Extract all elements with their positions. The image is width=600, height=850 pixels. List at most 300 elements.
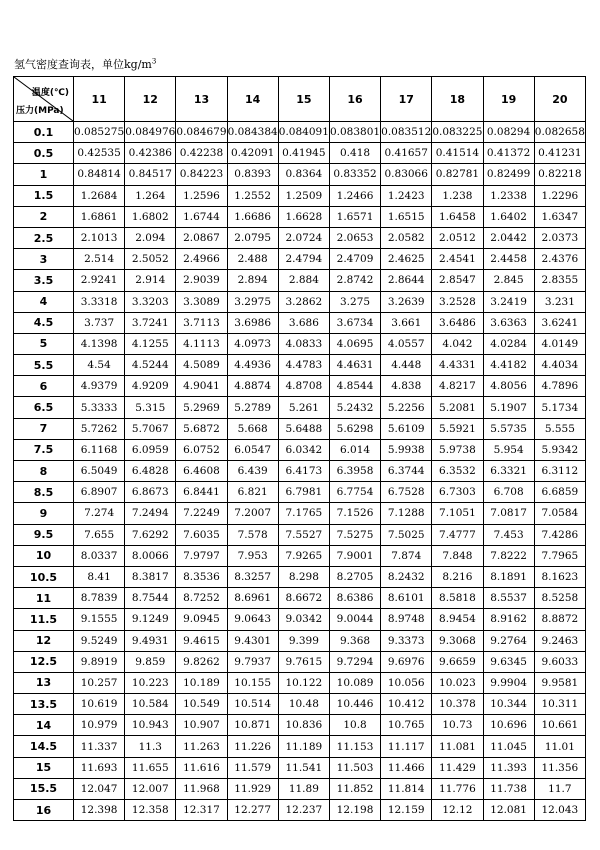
density-value-cell: 4.4182 [483,355,534,376]
caption-text: 氢气密度查询表，单位kg/m [14,58,152,71]
density-value-cell: 11.693 [74,757,125,778]
density-value-cell: 10.344 [483,694,534,715]
density-value-cell: 7.2249 [176,503,227,524]
temperature-header-cell: 14 [227,77,278,122]
density-value-cell: 2.0512 [432,227,483,248]
density-value-cell: 2.8547 [432,270,483,291]
density-value-cell: 5.2969 [176,397,227,418]
pressure-cell: 16 [14,800,74,821]
table-row [14,333,586,354]
density-value-cell: 8.6386 [329,588,380,609]
table-row [14,609,586,630]
density-value-cell: 4.448 [381,355,432,376]
density-value-cell: 9.6976 [381,651,432,672]
density-value-cell: 11.356 [534,757,585,778]
pressure-cell: 2.5 [14,227,74,248]
density-value-cell: 8.6672 [278,588,329,609]
density-value-cell: 8.216 [432,566,483,587]
pressure-axis-label: 压力(MPa) [16,106,64,116]
density-value-cell: 6.5049 [74,461,125,482]
density-value-cell: 9.4931 [125,630,176,651]
density-value-cell: 0.8393 [227,164,278,185]
density-value-cell: 8.5258 [534,588,585,609]
density-value-cell: 0.84517 [125,164,176,185]
density-value-cell: 8.2705 [329,566,380,587]
density-value-cell: 12.398 [74,800,125,821]
caption-superscript: 3 [151,57,157,66]
density-value-cell: 9.5249 [74,630,125,651]
table-row [14,439,586,460]
density-value-cell: 4.8217 [432,376,483,397]
density-value-cell: 6.3744 [381,461,432,482]
density-value-cell: 3.231 [534,291,585,312]
density-value-cell: 0.41657 [381,143,432,164]
table-row [14,122,586,143]
density-value-cell: 6.7528 [381,482,432,503]
density-value-cell: 6.708 [483,482,534,503]
density-value-cell: 12.043 [534,800,585,821]
density-value-cell: 4.8874 [227,376,278,397]
density-value-cell: 6.3112 [534,461,585,482]
density-value-cell: 8.6961 [227,588,278,609]
density-value-cell: 9.0044 [329,609,380,630]
density-value-cell: 8.1891 [483,566,534,587]
density-value-cell: 6.4173 [278,461,329,482]
temperature-axis-label: 温度(℃) [31,88,69,98]
density-value-cell: 11.081 [432,736,483,757]
density-value-cell: 4.4331 [432,355,483,376]
density-value-cell: 12.237 [278,800,329,821]
density-value-cell: 5.6109 [381,418,432,439]
density-value-cell: 7.1526 [329,503,380,524]
temperature-header-cell: 19 [483,77,534,122]
density-value-cell: 9.6345 [483,651,534,672]
density-value-cell: 11.045 [483,736,534,757]
density-value-cell: 6.0752 [176,439,227,460]
density-value-cell: 1.6861 [74,206,125,227]
density-value-cell: 2.4709 [329,249,380,270]
density-value-cell: 9.4615 [176,630,227,651]
density-value-cell: 0.41514 [432,143,483,164]
density-value-cell: 4.8544 [329,376,380,397]
table-row [14,227,586,248]
density-value-cell: 9.7294 [329,651,380,672]
density-value-cell: 2.884 [278,270,329,291]
density-value-cell: 11.189 [278,736,329,757]
density-value-cell: 4.4034 [534,355,585,376]
table-row [14,206,586,227]
density-value-cell: 8.41 [74,566,125,587]
density-value-cell: 9.0945 [176,609,227,630]
density-value-cell: 0.084679 [176,122,227,143]
table-row [14,800,586,821]
temperature-header-cell: 20 [534,77,585,122]
pressure-cell: 6.5 [14,397,74,418]
table-row [14,524,586,545]
density-value-cell: 7.874 [381,545,432,566]
table-row [14,291,586,312]
density-value-cell: 7.6035 [176,524,227,545]
density-value-cell: 10.089 [329,672,380,693]
density-value-cell: 2.1013 [74,227,125,248]
density-value-cell: 11.429 [432,757,483,778]
pressure-cell: 4 [14,291,74,312]
density-value-cell: 2.4376 [534,249,585,270]
table-row [14,736,586,757]
density-value-cell: 12.047 [74,778,125,799]
density-value-cell: 10.943 [125,715,176,736]
temperature-header-cell: 17 [381,77,432,122]
density-value-cell: 12.358 [125,800,176,821]
pressure-cell: 9.5 [14,524,74,545]
density-value-cell: 10.412 [381,694,432,715]
density-value-cell: 5.1734 [534,397,585,418]
density-value-cell: 7.9265 [278,545,329,566]
density-value-cell: 5.9938 [381,439,432,460]
density-value-cell: 3.6486 [432,312,483,333]
hydrogen-density-table [13,76,586,821]
density-value-cell: 8.8872 [534,609,585,630]
density-value-cell: 3.2862 [278,291,329,312]
density-value-cell: 2.8355 [534,270,585,291]
pressure-cell: 5.5 [14,355,74,376]
density-value-cell: 7.453 [483,524,534,545]
density-value-cell: 7.655 [74,524,125,545]
density-value-cell: 5.261 [278,397,329,418]
density-value-cell: 7.4777 [432,524,483,545]
density-value-cell: 2.4794 [278,249,329,270]
density-value-cell: 1.2296 [534,185,585,206]
pressure-cell: 4.5 [14,312,74,333]
density-value-cell: 0.42386 [125,143,176,164]
density-value-cell: 2.9241 [74,270,125,291]
density-value-cell: 10.48 [278,694,329,715]
density-value-cell: 9.9904 [483,672,534,693]
density-value-cell: 1.2552 [227,185,278,206]
table-row [14,397,586,418]
table-row [14,651,586,672]
density-value-cell: 0.42238 [176,143,227,164]
density-value-cell: 11.579 [227,757,278,778]
density-value-cell: 7.8222 [483,545,534,566]
density-value-cell: 0.08294 [483,122,534,143]
density-value-cell: 3.6986 [227,312,278,333]
temperature-header-cell: 18 [432,77,483,122]
density-value-cell: 0.84223 [176,164,227,185]
density-value-cell: 4.0149 [534,333,585,354]
density-value-cell: 8.5818 [432,588,483,609]
density-value-cell: 0.82499 [483,164,534,185]
density-value-cell: 11.393 [483,757,534,778]
density-value-cell: 3.3203 [125,291,176,312]
density-value-cell: 2.845 [483,270,534,291]
density-value-cell: 11.337 [74,736,125,757]
density-value-cell: 2.4625 [381,249,432,270]
density-value-cell: 9.859 [125,651,176,672]
density-value-cell: 5.9342 [534,439,585,460]
density-value-cell: 0.084976 [125,122,176,143]
density-value-cell: 12.317 [176,800,227,821]
density-value-cell: 8.3536 [176,566,227,587]
density-value-cell: 0.418 [329,143,380,164]
density-value-cell: 0.41231 [534,143,585,164]
density-value-cell: 5.315 [125,397,176,418]
density-value-cell: 0.083512 [381,122,432,143]
density-value-cell: 9.3373 [381,630,432,651]
density-value-cell: 1.6402 [483,206,534,227]
density-value-cell: 7.1765 [278,503,329,524]
density-value-cell: 1.6515 [381,206,432,227]
density-value-cell: 5.7067 [125,418,176,439]
density-value-cell: 4.54 [74,355,125,376]
density-value-cell: 11.3 [125,736,176,757]
density-value-cell: 3.686 [278,312,329,333]
pressure-cell: 12 [14,630,74,651]
density-value-cell: 10.189 [176,672,227,693]
density-value-cell: 3.3089 [176,291,227,312]
table-row [14,376,586,397]
density-value-cell: 6.7754 [329,482,380,503]
pressure-cell: 13 [14,672,74,693]
density-value-cell: 6.014 [329,439,380,460]
density-value-cell: 0.42091 [227,143,278,164]
density-value-cell: 6.8441 [176,482,227,503]
density-value-cell: 2.9039 [176,270,227,291]
density-value-cell: 2.0373 [534,227,585,248]
density-value-cell: 3.2419 [483,291,534,312]
table-caption [14,58,156,72]
temperature-header-cell: 15 [278,77,329,122]
pressure-cell: 6 [14,376,74,397]
pressure-cell: 11 [14,588,74,609]
density-value-cell: 7.848 [432,545,483,566]
pressure-cell: 2 [14,206,74,227]
density-value-cell: 4.042 [432,333,483,354]
density-value-cell: 5.555 [534,418,585,439]
density-value-cell: 6.0959 [125,439,176,460]
density-value-cell: 6.8907 [74,482,125,503]
density-value-cell: 10.619 [74,694,125,715]
density-value-cell: 1.6802 [125,206,176,227]
density-value-cell: 7.274 [74,503,125,524]
density-value-cell: 3.7113 [176,312,227,333]
density-value-cell: 9.7937 [227,651,278,672]
density-value-cell: 0.41372 [483,143,534,164]
density-value-cell: 4.0695 [329,333,380,354]
density-value-cell: 1.6571 [329,206,380,227]
pressure-cell: 11.5 [14,609,74,630]
table-row [14,545,586,566]
density-value-cell: 4.9041 [176,376,227,397]
density-value-cell: 4.1398 [74,333,125,354]
table-row [14,461,586,482]
table-row [14,588,586,609]
temperature-header-cell: 13 [176,77,227,122]
density-value-cell: 11.503 [329,757,380,778]
density-value-cell: 6.6859 [534,482,585,503]
table-row [14,249,586,270]
pressure-cell: 13.5 [14,694,74,715]
density-value-cell: 12.198 [329,800,380,821]
density-value-cell: 2.0795 [227,227,278,248]
density-value-cell: 0.083225 [432,122,483,143]
density-value-cell: 11.738 [483,778,534,799]
density-value-cell: 11.541 [278,757,329,778]
density-value-cell: 7.2007 [227,503,278,524]
table-row [14,757,586,778]
density-value-cell: 4.1255 [125,333,176,354]
density-value-cell: 8.0066 [125,545,176,566]
density-value-cell: 10.311 [534,694,585,715]
table-row [14,482,586,503]
density-value-cell: 1.2466 [329,185,380,206]
density-value-cell: 6.7981 [278,482,329,503]
density-value-cell: 1.6744 [176,206,227,227]
density-value-cell: 7.9001 [329,545,380,566]
density-value-cell: 6.3532 [432,461,483,482]
density-value-cell: 6.1168 [74,439,125,460]
density-value-cell: 2.0582 [381,227,432,248]
density-value-cell: 2.094 [125,227,176,248]
density-value-cell: 6.0342 [278,439,329,460]
density-value-cell: 0.083801 [329,122,380,143]
density-value-cell: 5.6298 [329,418,380,439]
pressure-cell: 14 [14,715,74,736]
table-row [14,715,586,736]
density-value-cell: 1.2509 [278,185,329,206]
density-value-cell: 3.6241 [534,312,585,333]
density-value-cell: 8.7839 [74,588,125,609]
density-value-cell: 5.5735 [483,418,534,439]
density-value-cell: 12.277 [227,800,278,821]
density-value-cell: 1.2423 [381,185,432,206]
density-value-cell: 4.5089 [176,355,227,376]
density-value-cell: 8.3817 [125,566,176,587]
density-value-cell: 6.7303 [432,482,483,503]
density-value-cell: 10.836 [278,715,329,736]
density-value-cell: 1.264 [125,185,176,206]
density-value-cell: 2.5052 [125,249,176,270]
density-value-cell: 11.263 [176,736,227,757]
density-value-cell: 11.814 [381,778,432,799]
density-value-cell: 6.821 [227,482,278,503]
density-value-cell: 2.914 [125,270,176,291]
density-value-cell: 10.73 [432,715,483,736]
density-value-cell: 5.2081 [432,397,483,418]
table-row [14,694,586,715]
density-value-cell: 8.5537 [483,588,534,609]
density-value-cell: 2.0442 [483,227,534,248]
density-value-cell: 10.871 [227,715,278,736]
density-value-cell: 3.3318 [74,291,125,312]
pressure-cell: 3.5 [14,270,74,291]
density-value-cell: 4.4936 [227,355,278,376]
density-value-cell: 4.8056 [483,376,534,397]
density-value-cell: 4.9209 [125,376,176,397]
table-row [14,164,586,185]
density-value-cell: 7.1051 [432,503,483,524]
density-value-cell: 10.8 [329,715,380,736]
density-value-cell: 4.0284 [483,333,534,354]
density-value-cell: 4.838 [381,376,432,397]
density-value-cell: 2.8644 [381,270,432,291]
density-value-cell: 4.8708 [278,376,329,397]
density-value-cell: 8.7544 [125,588,176,609]
density-value-cell: 0.084384 [227,122,278,143]
pressure-cell: 7 [14,418,74,439]
density-value-cell: 11.89 [278,778,329,799]
density-value-cell: 5.6872 [176,418,227,439]
pressure-cell: 9 [14,503,74,524]
density-value-cell: 10.155 [227,672,278,693]
density-value-cell: 4.1113 [176,333,227,354]
density-value-cell: 2.8742 [329,270,380,291]
density-value-cell: 11.616 [176,757,227,778]
pressure-cell: 12.5 [14,651,74,672]
density-value-cell: 8.9454 [432,609,483,630]
density-value-cell: 8.7252 [176,588,227,609]
density-value-cell: 0.084091 [278,122,329,143]
pressure-cell: 8 [14,461,74,482]
density-value-cell: 11.153 [329,736,380,757]
temperature-header-cell: 16 [329,77,380,122]
density-value-cell: 7.9797 [176,545,227,566]
density-value-cell: 2.4541 [432,249,483,270]
density-value-cell: 9.368 [329,630,380,651]
density-value-cell: 7.5527 [278,524,329,545]
density-value-cell: 8.0337 [74,545,125,566]
pressure-cell: 14.5 [14,736,74,757]
density-value-cell: 10.661 [534,715,585,736]
density-value-cell: 11.968 [176,778,227,799]
density-value-cell: 0.082658 [534,122,585,143]
table-row [14,503,586,524]
density-value-cell: 4.5244 [125,355,176,376]
density-value-cell: 5.2789 [227,397,278,418]
density-value-cell: 1.6458 [432,206,483,227]
density-value-cell: 9.9581 [534,672,585,693]
density-value-cell: 5.668 [227,418,278,439]
table-row [14,270,586,291]
density-value-cell: 9.2463 [534,630,585,651]
density-value-cell: 1.2338 [483,185,534,206]
pressure-cell: 10 [14,545,74,566]
density-value-cell: 4.7896 [534,376,585,397]
density-value-cell: 10.056 [381,672,432,693]
density-value-cell: 10.122 [278,672,329,693]
density-value-cell: 5.6488 [278,418,329,439]
density-value-cell: 1.238 [432,185,483,206]
density-value-cell: 8.3257 [227,566,278,587]
density-value-cell: 11.776 [432,778,483,799]
table-row [14,672,586,693]
density-value-cell: 5.5921 [432,418,483,439]
density-value-cell: 7.5025 [381,524,432,545]
density-value-cell: 6.3321 [483,461,534,482]
density-value-cell: 1.6628 [278,206,329,227]
density-value-cell: 11.929 [227,778,278,799]
density-value-cell: 5.9738 [432,439,483,460]
density-value-cell: 6.0547 [227,439,278,460]
table-row [14,630,586,651]
density-value-cell: 0.8364 [278,164,329,185]
density-value-cell: 11.466 [381,757,432,778]
density-value-cell: 9.8919 [74,651,125,672]
density-value-cell: 12.159 [381,800,432,821]
table-row [14,778,586,799]
density-value-cell: 9.2764 [483,630,534,651]
density-value-cell: 9.4301 [227,630,278,651]
